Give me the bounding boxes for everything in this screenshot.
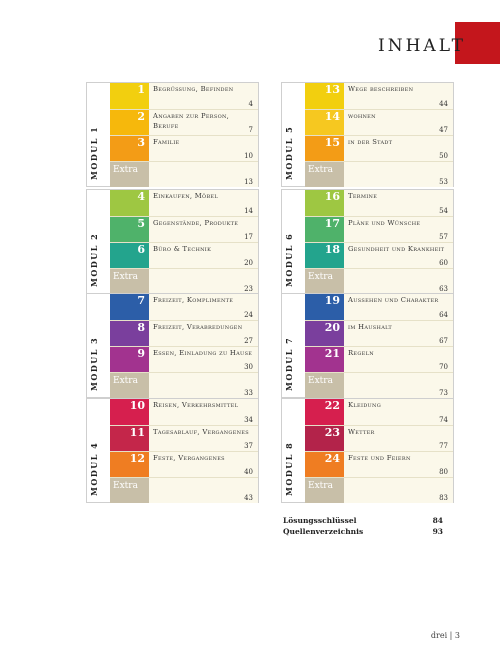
module-label-text: MODUL 6 — [283, 232, 294, 287]
module-box — [281, 189, 454, 294]
lesson-row[interactable] — [110, 294, 258, 320]
page-number: 24 — [244, 311, 253, 319]
module-label — [87, 190, 110, 293]
page-number: 64 — [439, 311, 448, 319]
lesson-row[interactable] — [305, 190, 453, 216]
page-number: 4 — [248, 100, 253, 108]
lesson-title: Begrüßung, Befinden — [153, 85, 234, 93]
page-number: 10 — [244, 152, 253, 160]
page-number: 44 — [439, 100, 448, 108]
lesson-title: im Haushalt — [348, 323, 392, 331]
extra-row[interactable] — [305, 268, 453, 294]
lesson-row[interactable] — [110, 190, 258, 216]
lesson-row[interactable] — [305, 346, 453, 372]
lesson-number: 3 — [110, 136, 149, 161]
lesson-title: Einkaufen, Möbel — [153, 192, 218, 200]
page-number: 34 — [244, 416, 253, 424]
lesson-title: Feste, Vergangenes — [153, 454, 225, 462]
page-number: 7 — [248, 126, 253, 134]
extra-label: Extra — [305, 478, 344, 503]
lesson-number: 1 — [110, 83, 149, 109]
lesson-row[interactable] — [110, 346, 258, 372]
lesson-number: 15 — [305, 136, 344, 161]
lesson-row[interactable] — [305, 109, 453, 135]
lesson-title: in der Stadt — [348, 138, 393, 146]
lesson-title: Feste und Feiern — [348, 454, 411, 462]
extra-row[interactable] — [305, 477, 453, 503]
page-number: 77 — [439, 442, 448, 450]
lesson-number: 19 — [305, 294, 344, 320]
page-number: 50 — [439, 152, 448, 160]
lesson-number: 11 — [110, 426, 149, 451]
module-label — [87, 294, 110, 397]
lesson-row[interactable] — [305, 294, 453, 320]
lesson-title: Büro & Technik — [153, 245, 212, 253]
lesson-number: 18 — [305, 243, 344, 268]
extra-row[interactable] — [110, 372, 258, 398]
lesson-row[interactable] — [305, 135, 453, 161]
page-number: 13 — [244, 178, 253, 186]
page-number: 63 — [439, 285, 448, 293]
module-label — [87, 399, 110, 502]
module-label — [282, 399, 305, 502]
lesson-title: Termine — [348, 192, 378, 200]
module-label-text: MODUL 2 — [88, 232, 99, 287]
lesson-title: Gegenstände, Produkte — [153, 219, 239, 227]
lesson-title: Wetter — [348, 428, 375, 436]
page-number: 47 — [439, 126, 448, 134]
module-box — [281, 398, 454, 503]
lesson-number: 8 — [110, 321, 149, 346]
page-number: 67 — [439, 337, 448, 345]
module-box — [281, 82, 454, 187]
lesson-title: Tagesablauf, Vergangenes — [153, 428, 250, 436]
extra-row[interactable] — [305, 161, 453, 187]
module-box — [86, 189, 259, 294]
module-label-text: MODUL 4 — [88, 441, 99, 496]
lesson-row[interactable] — [305, 320, 453, 346]
lesson-row[interactable] — [110, 451, 258, 477]
page-number: 33 — [244, 389, 253, 397]
lesson-row[interactable] — [305, 216, 453, 242]
lesson-number: 7 — [110, 294, 149, 320]
lesson-number: 9 — [110, 347, 149, 372]
lesson-row[interactable] — [305, 399, 453, 425]
lesson-number: 21 — [305, 347, 344, 372]
appendix-entry[interactable] — [283, 527, 443, 536]
page-number: 57 — [439, 233, 448, 241]
module-label-text: MODUL 7 — [283, 336, 294, 391]
lesson-title: Reisen, Verkehrsmittel — [153, 401, 239, 409]
appendix-title: Lösungsschlüssel — [283, 516, 357, 525]
page-number: 30 — [244, 363, 253, 371]
module-label — [282, 294, 305, 397]
lesson-row[interactable] — [110, 320, 258, 346]
lesson-row[interactable] — [110, 83, 258, 109]
page-number: 54 — [439, 207, 448, 215]
lesson-number: 2 — [110, 110, 149, 135]
extra-label: Extra — [305, 373, 344, 398]
extra-row[interactable] — [110, 161, 258, 187]
extra-label: Extra — [305, 162, 344, 187]
extra-label: Extra — [305, 269, 344, 294]
lesson-number: 22 — [305, 399, 344, 425]
lesson-row[interactable] — [110, 425, 258, 451]
lesson-row[interactable] — [110, 109, 258, 135]
page-number: 14 — [244, 207, 253, 215]
page-number: 73 — [439, 389, 448, 397]
lesson-title: Essen, Einladung zu Hause — [153, 349, 253, 357]
page-number: 23 — [244, 285, 253, 293]
extra-row[interactable] — [110, 477, 258, 503]
page-number: 17 — [244, 233, 253, 241]
page-number: 83 — [439, 494, 448, 502]
extra-label: Extra — [110, 373, 149, 398]
appendix-title: Quellenverzeichnis — [283, 527, 364, 536]
extra-label: Extra — [110, 162, 149, 187]
lesson-number: 5 — [110, 217, 149, 242]
lesson-title: Regeln — [348, 349, 374, 357]
page-title: INHALT — [378, 36, 466, 56]
lesson-title: Freizeit, Komplimente — [153, 296, 234, 304]
module-label-text: MODUL 1 — [88, 125, 99, 180]
module-label — [282, 190, 305, 293]
lesson-number: 23 — [305, 426, 344, 451]
appendix-page: 93 — [432, 527, 443, 536]
lesson-row[interactable] — [305, 425, 453, 451]
module-label-text: MODUL 8 — [283, 441, 294, 496]
lesson-number: 17 — [305, 217, 344, 242]
page-footer: drei | 3 — [430, 631, 460, 640]
lesson-title: Pläne und Wünsche — [348, 219, 421, 227]
lesson-row[interactable] — [110, 242, 258, 268]
page-number: 37 — [244, 442, 253, 450]
lesson-row[interactable] — [110, 135, 258, 161]
lesson-title: wohnen — [348, 112, 376, 120]
module-box — [281, 293, 454, 398]
extra-label: Extra — [110, 478, 149, 503]
module-box — [86, 293, 259, 398]
lesson-title: Familie — [153, 138, 180, 146]
page-number: 20 — [244, 259, 253, 267]
lesson-row[interactable] — [305, 451, 453, 477]
module-box — [86, 398, 259, 503]
lesson-number: 10 — [110, 399, 149, 425]
lesson-title: Aussehen und Charakter — [348, 296, 439, 304]
lesson-number: 6 — [110, 243, 149, 268]
lesson-row[interactable] — [305, 83, 453, 109]
page-number: 40 — [244, 468, 253, 476]
module-box — [86, 82, 259, 187]
lesson-title: Gesundheit und Krankheit — [348, 245, 445, 253]
page-number: 27 — [244, 337, 253, 345]
lesson-number: 16 — [305, 190, 344, 216]
appendix-entry[interactable] — [283, 516, 443, 525]
lesson-title: Angaben zur Person, Berufe — [153, 112, 230, 130]
appendix-page: 84 — [432, 516, 443, 525]
lesson-number: 13 — [305, 83, 344, 109]
page-number: 53 — [439, 178, 448, 186]
extra-row[interactable] — [305, 372, 453, 398]
lesson-number: 12 — [110, 452, 149, 477]
lesson-number: 24 — [305, 452, 344, 477]
lesson-title: Kleidung — [348, 401, 382, 409]
lesson-row[interactable] — [305, 242, 453, 268]
module-label — [282, 83, 305, 186]
page-number: 74 — [439, 416, 448, 424]
lesson-number: 20 — [305, 321, 344, 346]
lesson-row[interactable] — [110, 399, 258, 425]
lesson-title: Wege beschreiben — [348, 85, 414, 93]
lesson-title: Freizeit, Verabredungen — [153, 323, 243, 331]
lesson-row[interactable] — [110, 216, 258, 242]
module-label-text: MODUL 3 — [88, 336, 99, 391]
page-number: 60 — [439, 259, 448, 267]
module-label-text: MODUL 5 — [283, 125, 294, 180]
page-number: 70 — [439, 363, 448, 371]
page-number: 80 — [439, 468, 448, 476]
lesson-number: 14 — [305, 110, 344, 135]
page-number: 43 — [244, 494, 253, 502]
extra-row[interactable] — [110, 268, 258, 294]
extra-label: Extra — [110, 269, 149, 294]
lesson-number: 4 — [110, 190, 149, 216]
module-label — [87, 83, 110, 186]
